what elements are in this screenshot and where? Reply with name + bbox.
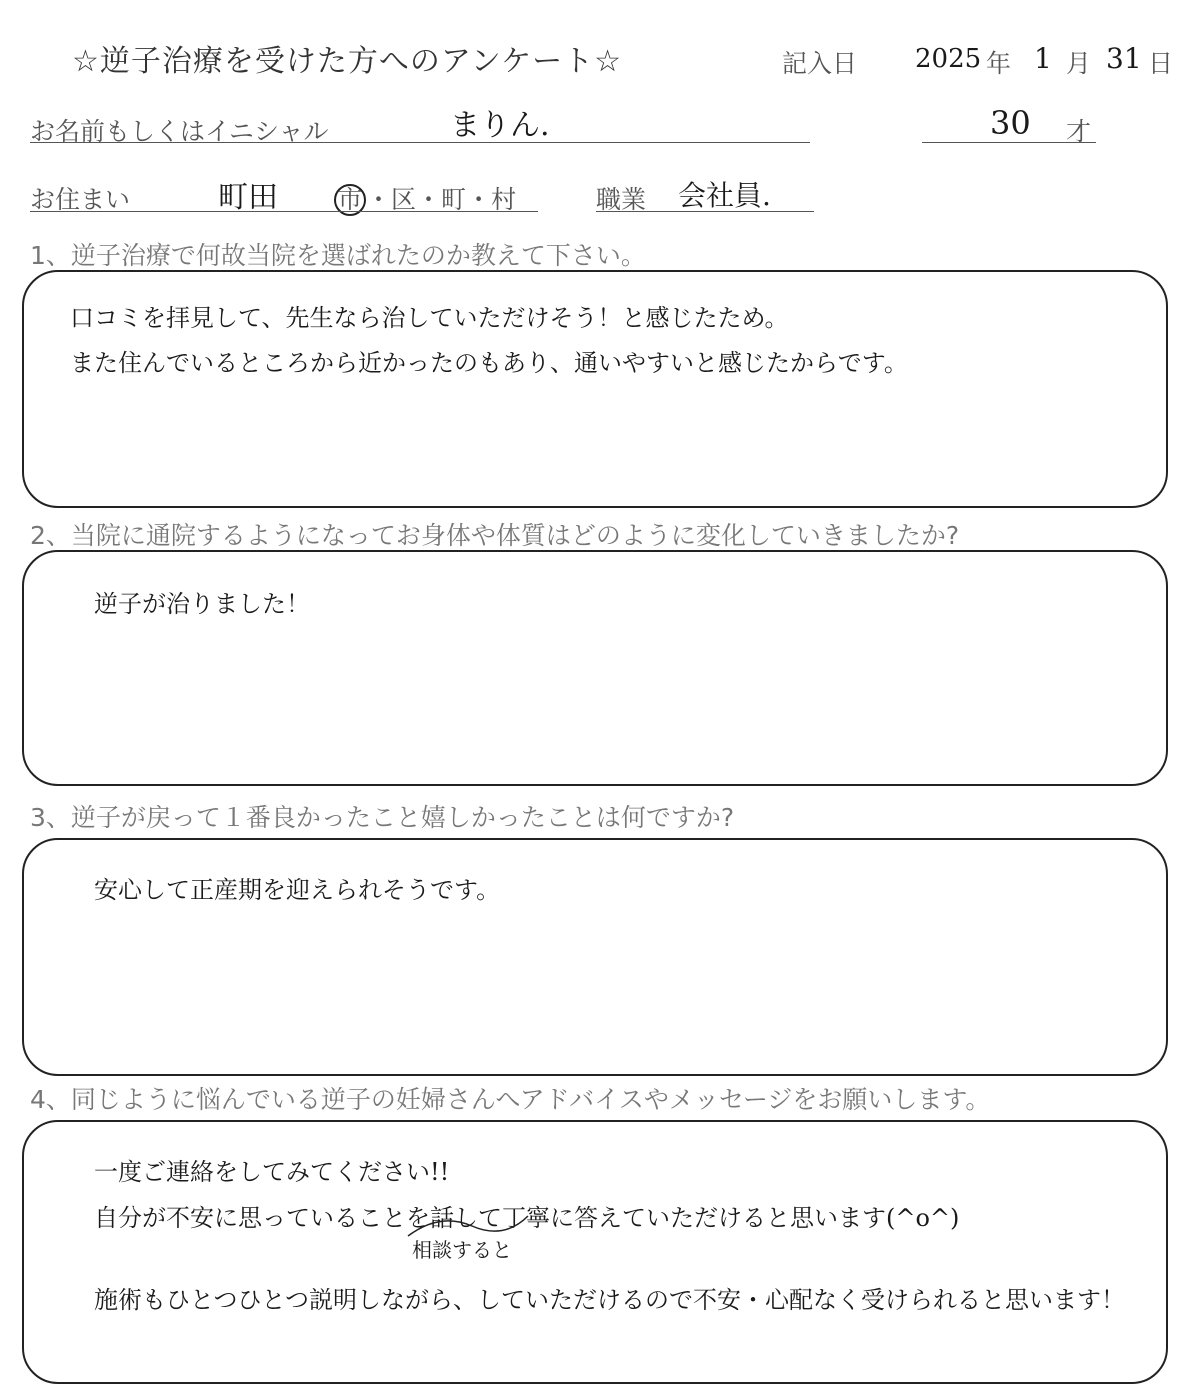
insertion-stroke bbox=[408, 1216, 528, 1236]
date-label: 記入日 bbox=[782, 49, 858, 78]
job-value: 会社員. bbox=[678, 179, 771, 212]
age-value: 30 bbox=[990, 104, 1031, 142]
job-label: 職業 bbox=[596, 185, 647, 214]
question-3-label: 3、逆子が戻って１番良かったこと嬉しかったことは何ですか? bbox=[30, 803, 735, 832]
question-2-label: 2、当院に通院するようになってお身体や体質はどのように変化していきましたか? bbox=[30, 521, 960, 550]
name-underline bbox=[30, 142, 810, 143]
year-unit: 年 bbox=[986, 49, 1012, 78]
addr-town: 町 bbox=[441, 185, 467, 214]
date-month: 1 bbox=[1034, 42, 1052, 75]
circled-city: 市 bbox=[334, 184, 366, 216]
address-underline bbox=[30, 211, 538, 212]
job-underline bbox=[596, 211, 814, 212]
answer-2-line-1: 逆子が治りました！ bbox=[94, 590, 310, 618]
survey-title: ☆逆子治療を受けた方へのアンケート☆ bbox=[72, 44, 622, 79]
answer-4-line-3: 施術もひとつひとつ説明しながら、していただけるので不安・心配なく受けられると思います！ bbox=[94, 1286, 1126, 1314]
address-value: 町田 bbox=[218, 180, 278, 215]
answer-3-line-1: 安心して正産期を迎えられそうです。 bbox=[94, 876, 501, 904]
answer-4-insertion: 相談すると bbox=[412, 1238, 512, 1262]
day-unit: 日 bbox=[1148, 49, 1174, 78]
addr-village: 村 bbox=[491, 185, 517, 214]
dot-separator: ・ bbox=[366, 185, 392, 214]
question-1-label: 1、逆子治療で何故当院を選ばれたのか教えて下さい。 bbox=[30, 241, 646, 270]
date-year: 2025 bbox=[915, 44, 982, 74]
answer-4-line-1: 一度ご連絡をしてみてください!! bbox=[94, 1158, 450, 1186]
answer-1-line-2: また住んでいるところから近かったのもあり、通いやすいと感じたからです。 bbox=[70, 349, 908, 377]
month-unit: 月 bbox=[1066, 49, 1092, 78]
age-unit: 才 bbox=[1066, 117, 1092, 146]
answer-1-line-1: 口コミを拝見して、先生なら治していただけそう！と感じたため。 bbox=[70, 304, 789, 332]
addr-ward: 区 bbox=[391, 185, 417, 214]
insertion-caret-mark bbox=[400, 1208, 540, 1258]
answer-4-line-2: 自分が不安に思っていることを話して丁寧に答えていただけると思います(^o^) bbox=[94, 1204, 960, 1232]
date-day: 31 bbox=[1106, 42, 1142, 75]
dot-separator: ・ bbox=[466, 185, 492, 214]
question-4-label: 4、同じように悩んでいる逆子の妊婦さんへアドバイスやメッセージをお願いします。 bbox=[30, 1085, 991, 1114]
dot-separator: ・ bbox=[416, 185, 442, 214]
name-label: お名前もしくはイニシャル bbox=[30, 117, 329, 146]
age-underline bbox=[922, 142, 1096, 143]
name-value: まりん. bbox=[450, 108, 550, 143]
address-label: お住まい bbox=[30, 185, 131, 214]
